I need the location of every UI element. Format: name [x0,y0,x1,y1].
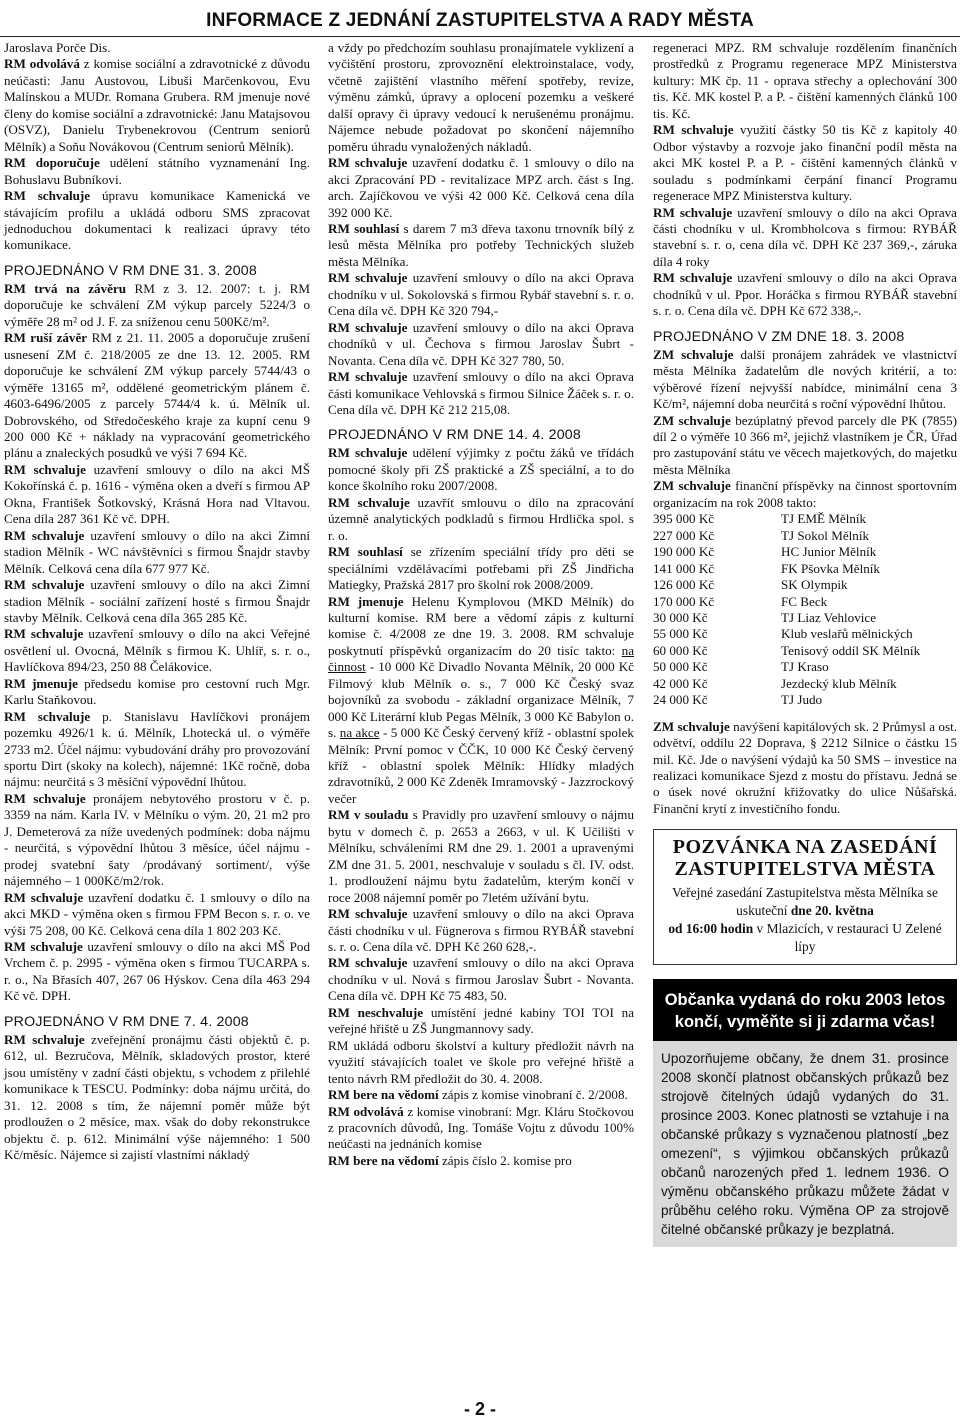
id-card-notice [653,979,957,1247]
paragraph: RM schvaluje uzavření smlouvy o dílo na akci Oprava části chodníku v ul. Fügnerova s firmou RYBÁŘ stavební s. r. o. Cena díla vč. DPH Kč 260 628,-. [328,906,634,955]
paragraph: RM schvaluje p. Stanislavu Havlíčkovi pronájem pozemku 4926/1 k. ú. Mělník, Lhotecká ul. o výměře 2733 m2. Účel nájmu: vybudování dráhy pro provozování sportu Dirt (skoky na kolech), nájemné: 1Kč ročně, doba nájmu: neurčitá s 3 měsíční výpovědní lhůtou. [4,708,310,790]
section-heading: PROJEDNÁNO V RM DNE 31. 3. 2008 [4,262,257,279]
column-1 [4,40,310,1163]
paragraph: RM schvaluje uzavření smlouvy o dílo na akci Oprava chodníků v ul. Čechova s firmou Jaroslav Šubrt - Novanta. Cena díla vč. DPH Kč 327 780, 50. [328,319,634,368]
paragraph: RM schvaluje uzavření smlouvy o dílo na akci Zimní stadion Mělník - WC návštěvníci s firmou Šnajdr stavby Mělník. Celková cena díla 677 977 Kč. [4,527,310,576]
paragraph: RM bere na vědomí zápis číslo 2. komise pro [328,1152,572,1168]
paragraph: RM schvaluje uzavření smlouvy o dílo na akci MŠ Kokořínská č. p. 1616 - výměna oken a dveří s firmou AP Okna, František Šotkovský, Krásná Hora nad Vltavou. Cena díla 287 361 Kč vč. DPH. [4,461,310,527]
paragraph: RM odvolává z komise vinobraní: Mgr. Kláru Stočkovou z pracovních důvodů, Ing. Tomáše Vojtu z důvodu 100% neúčasti na jednáních komise [328,1103,634,1152]
paragraph: RM schvaluje uzavřít smlouvu o dílo na zpracování územně analytických podkladů s firmou Hrdlička spol. s r. o. [328,494,634,543]
paragraph: RM doporučuje udělení státního vyznamenání Ing. Bohuslavu Bubníkovi. [4,155,310,187]
paragraph: RM bere na vědomí zápis z komise vinobraní č. 2/2008. [328,1087,628,1103]
sponsor-row: 141 000 Kč FK Pšovka Mělník [653,560,880,576]
paragraph: RM ruší závěr RM z 21. 11. 2005 a doporučuje zrušení usnesení ZM č. 218/2005 ze dne 13. 12. 2005. RM doporučuje ke schválení ZM výkup parcely 5744/43 o výměře 13165 m², oddělené geometrickým plánem č. 4603-6496/2005 z parcely 5744/4 k. ú. Mělník ul. Dobrovského, od Středočeského kraje za kupní cenu 9 200 000 Kč + náklady na vypracování geometrického plánu a znaleckých posudků ve výši 7 694 Kč. [4,330,310,461]
notice-title: Občanka vydaná do roku 2003 letos končí, vyměňte si ji zdarma včas! [653,979,957,1041]
invitation-text: Veřejné zasedání Zastupitelstva města Mělníka se uskuteční dne 20. května od 16:00 hodin v Mlazicích, v restauraci U Zelené lípy [668,885,942,955]
sponsor-row: 170 000 Kč FC Beck [653,593,828,609]
page-header: INFORMACE Z JEDNÁNÍ ZASTUPITELSTVA A RADY MĚSTA [206,10,754,31]
paragraph: RM schvaluje uzavření smlouvy o dílo na akci MŠ Pod Vrchem č. p. 2995 - výměna oken s firmou TUCARPA s. r. o., Na Břasích 407, 267 06 Hýskov. Cena díla 463 294 Kč vč. DPH. [4,939,310,1004]
sponsor-row: 42 000 Kč Jezdecký klub Mělník [653,675,897,691]
section-heading: PROJEDNÁNO V ZM DNE 18. 3. 2008 [653,328,905,345]
paragraph: RM jmenuje předsedu komise pro cestovní ruch Mgr. Karlu Staňkovou. [4,675,310,708]
paragraph: RM schvaluje uzavření smlouvy o dílo na akci Oprava chodníku v ul. Nová s firmou Jaroslav Šubrt - Novanta. Cena díla vč. DPH Kč 75 483, 50. [328,955,634,1004]
sponsor-row: 55 000 Kč Klub veslařů mělnických [653,626,913,642]
paragraph: RM schvaluje uzavření smlouvy o dílo na akci Zimní stadion Mělník - sociální zařízení hosté s firmou Šnajdr stavby Mělník. Celková cena díla 365 285 Kč. [4,577,310,625]
paragraph: ZM schvaluje další pronájem zahrádek ve vlastnictví města Mělníka žadatelům dle nových kritérií, a to: výběrové řízení nejvyšší nabídce, minimální cena 3 Kč/m², nájemní doba neurčitá s roční výpovědní lhůtou. [653,346,957,412]
page-number: - 2 - [463,1399,496,1419]
paragraph: RM schvaluje zveřejnění pronájmu části objektů č. p. 612, ul. Bezručova, Mělník, skladových prostor, které jsou umístěny v zadní části objektu, s vchodem z přilehlé komunikace k TESCU. Podmínky: doba nájmu určitá, do 31. 12. 2008 s tím, že nájemní poměr může být prodloužen o 2 měsíce, max. však do doby rekonstrukce objektu č. p. 612. Minimální výše nájemného: 1 500 Kč/měsíc. Nájemce si zajistí vlastními nákladý [4,1031,310,1162]
paragraph: RM schvaluje uzavření smlouvy o dílo na akci Oprava části komunikace Vehlovská s firmou Silnice Žáček s. r. o. Cena díla vč. DPH Kč 212 215,08. [328,369,634,417]
paragraph: ZM schvaluje navýšení kapitálových sk. 2 Průmysl a ost. odvětví, oddílu 22 Doprava, § 2212 Silnice o částku 15 mil. Kč. Jde o navýšení výdajů ka 50 SMS – investice na realizaci komunikace Sjezd z mostu do přístavu. Jedná se o úsek nové okružní křižovatky do ulice Nůšařská. Finanční krytí z investičního fondu. [653,718,957,816]
paragraph: RM schvaluje pronájem nebytového prostoru v č. p. 3359 na nám. Karla IV. v Mělníku o vým. 20, 21 m2 pro J. Demeterová za níže uvedených podmínek: doba nájmu - neurčitá, s výpovědní lhůtou 3 měsíce, účel nájmu - prodej svatební šaty /prodávaný sortiment/, výše nájemného – 1 000Kč/m2/rok. [4,790,310,889]
header-divider [0,36,960,37]
paragraph: RM schvaluje uzavření smlouvy o dílo na akci Veřejné osvětlení ul. Ovocná, Mělník s firmou K. Uhlíř, s. r. o., Havlíčkova 894/23, 250 88 Čelákovice. [4,626,310,675]
paragraph: regeneraci MPZ. RM schvaluje rozdělením finančních prostředků z Programu regenerace MPZ Ministerstva kultury: MK čp. 11 - oprava střechy a oplechování 300 tis. Kč. MK kostel P. a P. - čištění kamenných článků 100 tis. Kč. [653,40,957,121]
paragraph: a vždy po předchozím souhlasu pronajímatele vyklizení a vyčištění prostoru, zprovoznění elektroinstalace, vody, včetně zajištění vlastního měření spotřeby, revize, výměnu zámků, úpravy a oplocení pozemku a veškeré další opravy či úpravy vedoucí k nerušenému pronájmu. Nájemce nebude požadovat po skončení nájemního poměru úhradu vynaložených nákladů. [328,40,634,154]
paragraph: RM schvaluje uzavření smlouvy o dílo na akci Oprava chodníků v ul. Ppor. Horáčka s firmou RYBÁŘ stavební s. r. o. Cena díla vč. DPH Kč 672 338,-. [653,270,957,319]
column-3 [653,40,957,1247]
sponsor-row: 395 000 Kč TJ EMĚ Mělník [653,511,867,527]
sponsor-row: 227 000 Kč TJ Sokol Mělník [653,527,870,543]
column-2 [328,40,634,1169]
sponsor-row: 190 000 Kč HC Junior Mělník [653,544,877,560]
paragraph: RM schvaluje využití částky 50 tis Kč z kapitoly 40 Odbor výstavby a rozvoje jako finanční podíl města na akci MK kostel P. a P. - čištění kamenných článků v souladu s podmínkami čerpání financí Programu regenerace MPZ Ministerstva kultury. [653,122,957,204]
notice-body: Upozorňujeme občany, že dnem 31. prosince 2008 skončí platnost občanských průkazů bez strojově čitelných údajů vydaných do 31. prosince 2003. Konec platnosti se vztahuje i na občanské průkazy s vyznačenou platností „bez omezení“, s výjimkou občanských průkazů občanů narozených před 1. lednem 1936. O výměnu občanského průkazu můžete žádat v průběhu celého roku. Výměna OP za strojově čitelné občanské průkazy je bezplatná. [653,1041,957,1247]
paragraph: RM schvaluje úpravu komunikace Kamenická ve stávajícím profilu a ukládá odboru SMS zpracovat jednoduchou dokumentaci k realizaci úpravy této komunikace. [4,188,310,253]
paragraph: RM schvaluje uzavření smlouvy o dílo na akci Oprava části chodníku v ul. Krombholcova s firmou: RYBÁŘ stavební s. r. o, cena díla vč. DPH Kč 237 369,-, záruka díla 4 roky [653,204,957,269]
paragraph: ZM schvaluje bezúplatný převod parcely dle PK (7855) díl 2 o výměře 10 366 m², jejichž vlastníkem je ČR, Úřad pro zastupování státu ve věcech majetkových, do majetku města Mělníka [653,412,957,477]
paragraph: RM souhlasí s darem 7 m3 dřeva taxonu trnovník bílý z lesů města Mělníka pro potřeby Technických služeb města Mělníka. [328,220,634,269]
paragraph: RM v souladu s Pravidly pro uzavření smlouvy o nájmu bytu v domech č. p. 2653 a 2663, v ul. K Učilišti v Mělníku, schváleními RM dne 29. 1. 2001 a upravenými ZM dne 31. 5. 2001, neschvaluje v souladu s čl. IV. odst. 1. prodloužení nájmu bytu žadatelům, kterým končí v roce 2008 nájemní poměr po 7letém užívání bytu. [328,807,634,905]
paragraph: RM schvaluje uzavření dodatku č. 1 smlouvy o dílo na akci Zpracování PD - revitalizace MPZ arch. část s Ing. arch. Zajíčkovou ve výši 42 000 Kč. Celková cena díla 392 000 Kč. [328,155,634,220]
sponsor-row: 30 000 Kč TJ Liaz Vehlovice [653,609,877,625]
sponsor-row: 50 000 Kč TJ Kraso [653,659,829,675]
paragraph: RM ukládá odboru školství a kultury předložit návrh na využití stávajících toalet ve škole pro veřejné hřiště a tento návrh RM předložit do 30. 4. 2008. [328,1037,634,1086]
paragraph: RM odvolává z komise sociální a zdravotnické z důvodu neúčasti: Janu Austovou, Libuši Marčenkovou, Evu Malínskou a MUDr. Romana Grubera. RM jmenuje nové členy do komise sociální a zdravotnické: Janu Matajsovou (OSVZ), Danielu Trybenekrovou (Centrum seniorů Mělník) a Soňu Novákovou (Centrum seniorů Mělník). [4,56,310,154]
sponsor-row: 24 000 Kč TJ Judo [653,692,823,708]
sponsor-list [653,511,957,708]
paragraph: Jaroslava Porče Dis. [4,40,111,55]
paragraph: RM souhlasí se zřízením speciální třídy pro děti se speciálními vzdělávacími potřebami při ZŠ Jindřicha Matiegky, Pražská 2817 pro školní rok 2008/2009. [328,544,634,593]
sponsor-row: 60 000 Kč Tenisový oddíl SK Mělník [653,642,921,658]
paragraph: RM schvaluje uzavření dodatku č. 1 smlouvy o dílo na akci MKD - výměna oken s firmou FPM Becon s. r. o. ve výši 75 208, 00 Kč. Celková cena díla 1 802 203 Kč. [4,889,310,938]
sponsor-row: 126 000 Kč SK Olympik [653,577,848,593]
paragraph: RM trvá na závěru RM z 3. 12. 2007: t. j. RM doporučuje ke schválení ZM výkup parcely 5224/3 o výměře 28 m² od J. F. za sníženou cenu 500Kč/m². [4,280,311,329]
paragraph: RM jmenuje Helenu Kymplovou (MKD Mělník) do kulturní komise. RM bere a vědomí zápis z kulturní komise č. 4/2008 ze dne 19. 3. 2008. RM schvaluje poskytnutí příspěvků organizacím do 20 tisíc takto: na činnost - 10 000 Kč Divadlo Novanta Mělník, 20 000 Kč Filmový klub Mělník o. s., 7 000 Kč Český svaz bojovníků za svobodu - základní organizace Mělník, 7 000 Kč Literární klub Pegas Mělník, 3 000 Kč Babylon o. s. na akce - 5 000 Kč Český červený kříž - oblastní spolek Mělník: První pomoc v ČČK, 10 000 Kč Český červený kříž - oblastní spolek Mělník: Hlídky mladých zdravotníků, 2 000 Kč Zdeněk Imramovský - Jazzrockový večer [328,593,635,806]
section-heading: PROJEDNÁNO V RM DNE 14. 4. 2008 [328,427,581,444]
paragraph: RM schvaluje uzavření smlouvy o dílo na akci Oprava chodníku v ul. Sokolovská s firmou Rybář stavební s. r. o. Cena díla vč. DPH Kč 320 794,- [328,270,634,319]
invitation-title: POZVÁNKA NA ZASEDÁNÍ ZASTUPITELSTVA MĚSTA [672,836,938,881]
paragraph: RM schvaluje udělení výjimky z počtu žáků ve třídách pomocné školy při ZŠ praktické a ZŠ speciální, a to do konce školního roku 2007/2008. [328,445,634,494]
section-heading: PROJEDNÁNO V RM DNE 7. 4. 2008 [4,1013,249,1030]
meeting-invitation-box [653,829,957,965]
paragraph: ZM schvaluje finanční příspěvky na činnost sportovním organizacím na rok 2008 takto: [653,478,957,510]
paragraph: RM neschvaluje umístění jedné kabiny TOI TOI na veřejné hřiště u ZŠ Jungmannovy sady. [328,1004,635,1037]
